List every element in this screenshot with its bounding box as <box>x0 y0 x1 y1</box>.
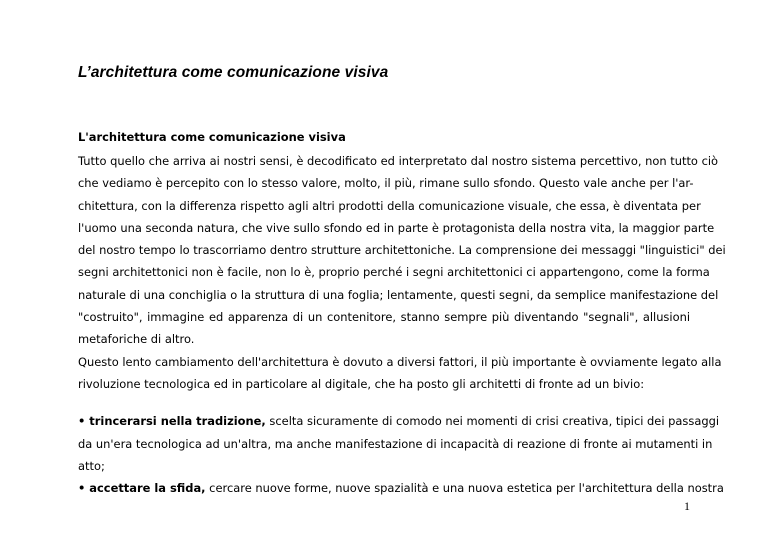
text-line: da un'era tecnologica ad un'altra, ma anche manifestazione di incapacità di reazione di fronte ai mutamenti in <box>78 436 713 451</box>
text-line <box>78 410 720 432</box>
bullet-item-tradition <box>78 410 720 477</box>
paragraph-spacer <box>78 395 690 410</box>
bullet-lead: trincerarsi nella tradizione, <box>89 414 266 429</box>
text-line: che vediamo è percepito con lo stesso valore, molto, il più, rimane sullo sfondo. Questo vale anche per l'ar- <box>78 176 694 191</box>
text-line: Tutto quello che arriva ai nostri sensi, è decodificato ed interpretato dal nostro sistema percettivo, non tutto ciò <box>78 154 719 168</box>
bullet-lead: accettare la sfida, <box>89 481 206 496</box>
bullet-item-challenge <box>78 477 724 499</box>
text-line: "costruito", immagine ed apparenza di un contenitore, stanno sempre più diventando "segnali", allusioni <box>78 310 690 325</box>
text-line: chitettura, con la differenza rispetto agli altri prodotti della comunicazione visuale, che essa, è diventata per <box>78 198 701 213</box>
bullet-text: cercare nuove forme, nuove spazialità e una nuova estetica per l'architettura della nostra <box>205 481 724 496</box>
text-line: naturale di una conchiglia o la struttura di una foglia; lentamente, questi segni, da semplice manifestazione del <box>78 287 719 302</box>
text-line: atto; <box>78 458 105 473</box>
text-line: del nostro tempo lo trascorriamo dentro strutture architettoniche. La comprensione dei messaggi "linguistici" dei <box>78 243 726 258</box>
bullet-marker: • <box>78 414 86 429</box>
document-title: L’architettura come comunicazione visiva <box>78 64 389 81</box>
page-number: 1 <box>684 499 690 513</box>
paragraph-change <box>78 351 722 396</box>
text-line: metaforiche di altro. <box>78 332 195 347</box>
bullet-marker: • <box>78 481 86 496</box>
text-line: segni architettonici non è facile, non lo è, proprio perché i segni architettonici ci appartengono, come la forma <box>78 265 710 280</box>
text-line: rivoluzione tecnologica ed in particolare al digitale, che ha posto gli architetti di fronte ad un bivio: <box>78 376 645 391</box>
document-body <box>78 128 726 499</box>
bullet-text: scelta sicuramente di comodo nei momenti di crisi creativa, tipici dei passaggi <box>265 414 720 429</box>
section-heading: L'architettura come comunicazione visiva <box>78 130 346 144</box>
text-line: Questo lento cambiamento dell'architettura è dovuto a diversi fattori, il più importante è ovviamente legato alla <box>78 354 722 369</box>
text-line: l'uomo una seconda natura, che vive sullo sfondo ed in parte è protagonista della nostra vita, la maggior parte <box>78 220 715 235</box>
paragraph-intro <box>78 150 726 351</box>
text-line <box>78 477 724 499</box>
